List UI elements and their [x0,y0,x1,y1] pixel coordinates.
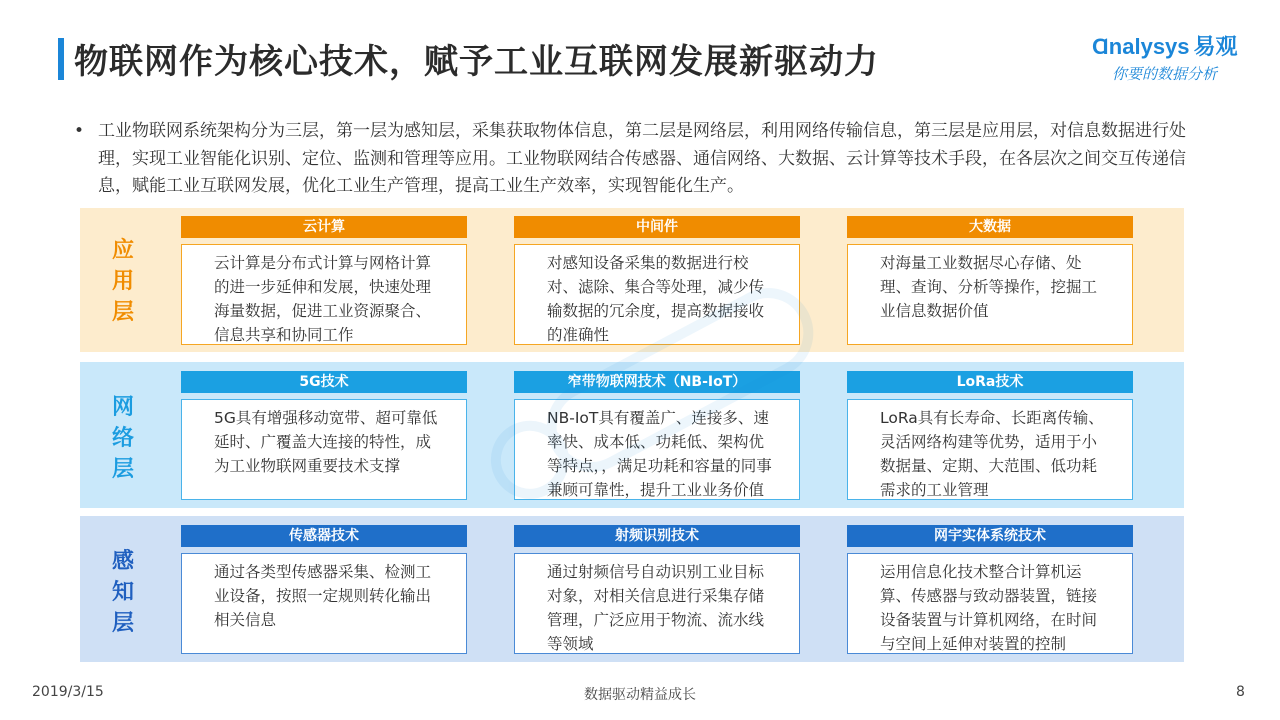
logo-tagline: 你要的数据分析 [1112,65,1218,83]
card-title: 大数据 [847,216,1133,238]
card-body: NB-IoT具有覆盖广、连接多、速率快、成本低、功耗低、架构优等特点，，满足功耗和容量的同事兼顾可靠性，提升工业业务价值 [514,399,800,500]
card-title: 传感器技术 [181,525,467,547]
bullet-marker: • [74,121,85,141]
logo-a-mark: Ɑ [1092,34,1109,59]
card-rfid [514,525,800,654]
card-body: 云计算是分布式计算与网格计算的进一步延伸和发展，快速处理海量数据，促进工业资源聚合、信息共享和协同工作 [181,244,467,345]
logo-brand-en: nalysys [1108,34,1190,59]
card-body: 运用信息化技术整合计算机运算、传感器与致动器装置，链接设备装置与计算机网络，在时间与空间上延伸对装置的控制 [847,553,1133,654]
card-body: 5G具有增强移动宽带、超可靠低延时、广覆盖大连接的特性，成为工业物联网重要技术支撑 [181,399,467,500]
intro-paragraph [74,118,1204,201]
logo-brand-cn: 易观 [1193,34,1238,59]
card-5g [181,371,467,500]
layer-label-sensing: 感 知 层 [111,549,134,636]
card-middleware [514,216,800,345]
card-title: 5G技术 [181,371,467,393]
layer-label-application: 应 用 层 [111,238,134,325]
footer-slogan: 数据驱动精益成长 [584,687,696,703]
card-big-data [847,216,1133,345]
layer-application [80,208,1184,352]
card-title: 网宇实体系统技术 [847,525,1133,547]
card-title: 窄带物联网技术（NB-IoT） [514,371,800,393]
card-title: 射频识别技术 [514,525,800,547]
layer-label-network: 网 络 层 [111,395,134,482]
card-cps [847,525,1133,654]
card-body: 通过射频信号自动识别工业目标对象，对相关信息进行采集存储管理，广泛应用于物流、流水线等领域 [514,553,800,654]
card-sensor-tech [181,525,467,654]
layer-sensing [80,516,1184,662]
footer-date: 2019/3/15 [32,684,104,700]
card-body: 对海量工业数据尽心存储、处理、查询、分析等操作，挖掘工业信息数据价值 [847,244,1133,345]
card-cloud-computing [181,216,467,345]
page-number: 8 [1236,684,1245,700]
intro-text: 工业物联网系统架构分为三层，第一层为感知层，采集获取物体信息，第二层是网络层，利用网络传输信息，第三层是应用层，对信息数据进行处理，实现工业智能化识别、定位、监测和管理等应用。工业物联网结合传感器、通信网络、大数据、云计算等技术手段，在各层次之间交互传递信息，赋能工业互联网发展，优化工业生产管理，提高工业生产效率，实现智能化生产。 [98,121,1186,196]
layer-network [80,362,1184,508]
card-body: 对感知设备采集的数据进行校对、滤除、集合等处理，减少传输数据的冗余度，提高数据接收的准确性 [514,244,800,345]
card-title: 中间件 [514,216,800,238]
page-title: 物联网作为核心技术，赋予工业互联网发展新驱动力 [74,42,879,82]
title-accent-bar [58,38,64,80]
card-body: 通过各类型传感器采集、检测工业设备，按照一定规则转化输出相关信息 [181,553,467,654]
card-lora [847,371,1133,500]
card-title: LoRa技术 [847,371,1133,393]
card-nb-iot [514,371,800,500]
card-body: LoRa具有长寿命、长距离传输、灵活网络构建等优势，适用于小数据量、定期、大范围、低功耗需求的工业管理 [847,399,1133,500]
card-title: 云计算 [181,216,467,238]
analysys-logo [1092,30,1252,86]
